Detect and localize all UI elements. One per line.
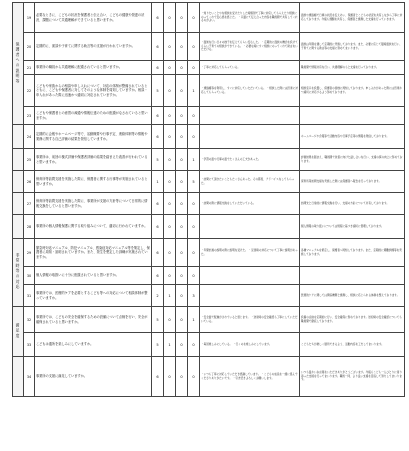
question-text: 定期的に会報やホームページ等で、活動概要や行事予定、連絡体制等の情報や業務に関する自己評価の結果を発信していますか。: [35, 125, 152, 149]
response-comment: 保育所等訪問支援を実施した際には保護者へ報告を行っております。: [300, 171, 405, 193]
parent-comment: ・面談を行い日々の様子を伝えてもらい安心した。 ・定期的に面談の機会を設けてもらい子育ての相談ができている。 ・必要な時にすぐ相談にのってくれて助言をいただける。: [200, 33, 300, 61]
parent-comment: ・安全面で配慮がされていると感じます。 ・送迎時の安全確認も丁寧にしていただいている。: [200, 307, 300, 333]
question-text: 事業所の職員から共通理解に配慮されていると思いますか。: [35, 61, 152, 75]
evaluation-table: [12, 2, 405, 397]
answer-count: 3: [188, 285, 200, 307]
question-text: 保育所等訪問支援を実施した際に、保護者に関する行事等が実施されていると思いますか。: [35, 171, 152, 193]
table-row: [13, 125, 405, 149]
answer-count: 1: [164, 285, 176, 307]
table-row: [13, 267, 405, 285]
response-comment: [300, 107, 405, 125]
response-comment: 相談窓口を設置し、保護者の皆様に周知しております。申し入れがあった際には迅速かつ適切に対応するよう努めております。: [300, 75, 405, 107]
answer-count: 5: [188, 171, 200, 193]
section-cell: [13, 171, 24, 193]
table-row: [13, 61, 405, 75]
response-comment: ホームページや会報等で活動内容や行事予定等の情報を発信しております。: [300, 125, 405, 149]
parent-comment: ・訪問の際に情報交換をしていただいている。: [200, 193, 300, 215]
response-comment: 評価結果を踏まえ、職員間で改善に向けた話し合いを行い、支援の質の向上に努めております。: [300, 149, 405, 171]
parent-comment: [200, 215, 300, 239]
item-number: 25: [24, 149, 35, 171]
parent-comment: [200, 285, 300, 307]
table-row: [13, 307, 405, 333]
answer-count: 0: [188, 33, 200, 61]
answer-count: 0: [164, 171, 176, 193]
response-comment: いつも温かいお言葉をいただきありがとうございます。今後もこども一人ひとりに寄り添った支援を行ってまいります。職員一同、より良い支援を目指して努力してまいります。: [300, 357, 405, 397]
answer-count: 0: [188, 215, 200, 239]
answer-count: 6: [152, 107, 164, 125]
table-row: [13, 357, 405, 397]
answer-count: 6: [152, 215, 164, 239]
parent-comment: ・連絡帳等を利用し、すぐに対応していただいている。 ・相談した際には迅速に対応してもらっている。: [200, 75, 300, 107]
section-label: 満足度: [13, 307, 24, 357]
question-text: 事業所の支援に満足していますか。: [35, 357, 152, 397]
section-cell: [13, 125, 24, 149]
item-number: 21: [24, 61, 35, 75]
item-number: 30: [24, 267, 35, 285]
answer-count: 6: [152, 193, 164, 215]
table-row: [13, 193, 405, 215]
answer-count: 0: [164, 239, 176, 267]
answer-count: 0: [176, 75, 188, 107]
parent-comment: ・知りたいことやを相談を受けたりした時個別で丁寧に対応してもらえたり相談にのってくれて安心感を感じた。 ・口頭にて伝え合った内容を職員間で共有してくれるのがよい。: [200, 3, 300, 33]
section-label: 非常時等の対応: [13, 239, 24, 307]
table-row: [13, 215, 405, 239]
answer-count: 6: [152, 61, 164, 75]
response-comment: 医療的ケアに関しては関係機関と連携し、相談に応じられる体制を整えております。: [300, 285, 405, 307]
item-number: 26: [24, 171, 35, 193]
parent-comment: ・年間計画の説明の際に説明を受けた。 ・災害時の対応について丁寧に説明があった。: [200, 239, 300, 267]
question-text: 事業所の個人情報保護に関する取り組みについて、適切に行われていますか。: [35, 215, 152, 239]
table-row: [13, 285, 405, 307]
answer-count: 0: [164, 75, 176, 107]
table-row: [13, 171, 405, 193]
response-comment: 面談は年間を通して定期的に実施しております。また、必要に応じて随時面談を行い、子育てに関する助言等の支援に努めてまいります。: [300, 33, 405, 61]
table-row: [13, 33, 405, 61]
answer-count: 0: [176, 239, 188, 267]
answer-count: 0: [188, 193, 200, 215]
section-cell: [13, 193, 24, 215]
section-cell: [13, 149, 24, 171]
evaluation-sheet: [12, 2, 404, 451]
answer-count: 5: [152, 307, 164, 333]
answer-count: 1: [188, 149, 200, 171]
answer-count: 0: [176, 215, 188, 239]
question-text: こどもや家族からの相談や申し入れについて、対応の体制が整備されているとともに、こどもや保護者に対してそのような体制を周知していますか。相談・申入れがあった際に迅速かつ適切に対応されていますか。: [35, 75, 152, 107]
item-number: 34: [24, 357, 35, 397]
parent-comment: [200, 125, 300, 149]
item-number: 33: [24, 333, 35, 357]
answer-count: 0: [188, 267, 200, 285]
answer-count: 0: [176, 61, 188, 75]
item-number: 24: [24, 125, 35, 149]
answer-count: 0: [176, 193, 188, 215]
response-comment: こどもたちが楽しく通所できるよう、活動内容を工夫してまいります。: [300, 333, 405, 357]
table-row: [13, 333, 405, 357]
table-row: [13, 239, 405, 267]
parent-comment: [200, 267, 300, 285]
question-text: 必要なときに、こどもの状況を保護者と伝え合い、こどもの健康や発達の状況、課題について共通理解ができていると思いますか。: [35, 3, 152, 33]
parent-comment: [200, 107, 300, 125]
table-row: [13, 107, 405, 125]
answer-count: 0: [188, 333, 200, 357]
parent-comment: ・いつも丁寧に対応していただき感謝しています。 ・こどもの成長を一緒に喜んでくださりありがたいです。 ・引き続きよろしくお願いします。: [200, 357, 300, 397]
item-number: 27: [24, 193, 35, 215]
answer-count: 0: [176, 149, 188, 171]
answer-count: 6: [152, 267, 164, 285]
answer-count: 0: [188, 239, 200, 267]
answer-count: 0: [164, 61, 176, 75]
question-text: 事業所では、医療的ケアを必要とするこども等への対応について相談体制が整っていますか。: [35, 285, 152, 307]
section-cell: [13, 357, 24, 397]
answer-count: 6: [152, 3, 164, 33]
answer-count: 5: [152, 333, 164, 357]
answer-count: 0: [176, 285, 188, 307]
item-number: 19: [24, 3, 35, 33]
response-comment: 個人情報の取り扱いについては規程に基づき適切に管理しております。: [300, 215, 405, 239]
answer-count: 1: [188, 307, 200, 333]
parent-comment: ・訪問にて頂きたいこともたくさんあった。その都度、アドバイスをしてもらった。: [200, 171, 300, 193]
answer-count: 0: [176, 107, 188, 125]
parent-comment: ・丁寧に対応してもらっている。: [200, 61, 300, 75]
question-text: こどもや保護者との意思の疎通や情報伝達のための配慮がなされていると思いますか。: [35, 107, 152, 125]
answer-count: 5: [152, 149, 164, 171]
response-comment: 設備の点検を定期的に行い、安全確保に努めております。送迎時の安全確認についても職員間で徹底しております。: [300, 307, 405, 333]
answer-count: 0: [164, 267, 176, 285]
answer-count: 6: [152, 357, 164, 397]
question-text: こどもは通所を楽しみにしていますか。: [35, 333, 152, 357]
response-comment: [300, 267, 405, 285]
table-row: [13, 3, 405, 33]
answer-count: 5: [152, 75, 164, 107]
answer-count: 0: [164, 33, 176, 61]
question-text: 事業所は、前回の様式評価や保護者評価の結果を踏まえた改善が行われていると思いますか。: [35, 149, 152, 171]
response-comment: 面談や連絡帳で日頃の状況を伝えあい、保護者とこどもの状況を共有しながら丁寧に対応しております。今後も課題を共有し、保護者と連携した支援を行っていきます。: [300, 3, 405, 33]
answer-count: 0: [164, 215, 176, 239]
section-cell: [13, 215, 24, 239]
parent-comment: ・学習の面や行事の面でたくさんの工夫があった。: [200, 149, 300, 171]
response-comment: 訪問先と日常的に情報交換を行い、支援の方針について共有しております。: [300, 193, 405, 215]
answer-count: 0: [176, 267, 188, 285]
item-number: 32: [24, 307, 35, 333]
answer-count: 1: [188, 75, 200, 107]
item-number: 29: [24, 239, 35, 267]
answer-count: 0: [188, 357, 200, 397]
answer-count: 0: [164, 125, 176, 149]
answer-count: 0: [176, 125, 188, 149]
answer-count: 2: [152, 285, 164, 307]
question-text: 個人情報の取扱いに十分に配慮されていると思いますか。: [35, 267, 152, 285]
question-text: 事業所では、こどもの安全を確保するための設備について点検を行い、安全が確保されていると思いますか。: [35, 307, 152, 333]
answer-count: 1: [152, 171, 164, 193]
question-text: 定期的に、面談や子育てに関する助言等の支援が行われていますか。: [35, 33, 152, 61]
item-number: 31: [24, 285, 35, 307]
answer-count: 0: [176, 307, 188, 333]
parent-comment: ・毎回楽しみにしている。 ・行くのを楽しみにしています。: [200, 333, 300, 357]
answer-count: 0: [188, 125, 200, 149]
answer-count: 0: [164, 3, 176, 33]
answer-count: 0: [164, 307, 176, 333]
answer-count: 0: [188, 3, 200, 33]
response-comment: 各種マニュアルを策定し、保護者へ周知しております。また、定期的に避難訓練等を実施しております。: [300, 239, 405, 267]
response-comment: 職員間で情報共有を行い、共通理解のもと支援を行っております。: [300, 61, 405, 75]
answer-count: 6: [152, 33, 164, 61]
answer-count: 0: [176, 357, 188, 397]
answer-count: 0: [176, 33, 188, 61]
question-text: 保育所等訪問支援を実施した際に、事業所が支援の方針等について日常的に情報交換をしていると思いますか。: [35, 193, 152, 215]
item-number: 23: [24, 107, 35, 125]
answer-count: 0: [164, 149, 176, 171]
answer-count: 0: [176, 171, 188, 193]
answer-count: 0: [176, 3, 188, 33]
question-text: 緊急時対応マニュアル、防犯マニュアル、感染症対応マニュアル等を策定し、保護者に周知・説明されていますか。また、発生を想定した訓練が実施されていますか。: [35, 239, 152, 267]
answer-count: 0: [164, 107, 176, 125]
answer-count: 6: [152, 239, 164, 267]
table-row: [13, 149, 405, 171]
item-number: 22: [24, 75, 35, 107]
item-number: 20: [24, 33, 35, 61]
answer-count: 6: [152, 125, 164, 149]
section-label: 保護者への説明等: [13, 3, 24, 125]
answer-count: 0: [176, 333, 188, 357]
answer-count: 0: [164, 357, 176, 397]
table-row: [13, 75, 405, 107]
answer-count: 0: [188, 61, 200, 75]
answer-count: 1: [164, 333, 176, 357]
item-number: 28: [24, 215, 35, 239]
answer-count: 0: [188, 107, 200, 125]
answer-count: 0: [164, 193, 176, 215]
